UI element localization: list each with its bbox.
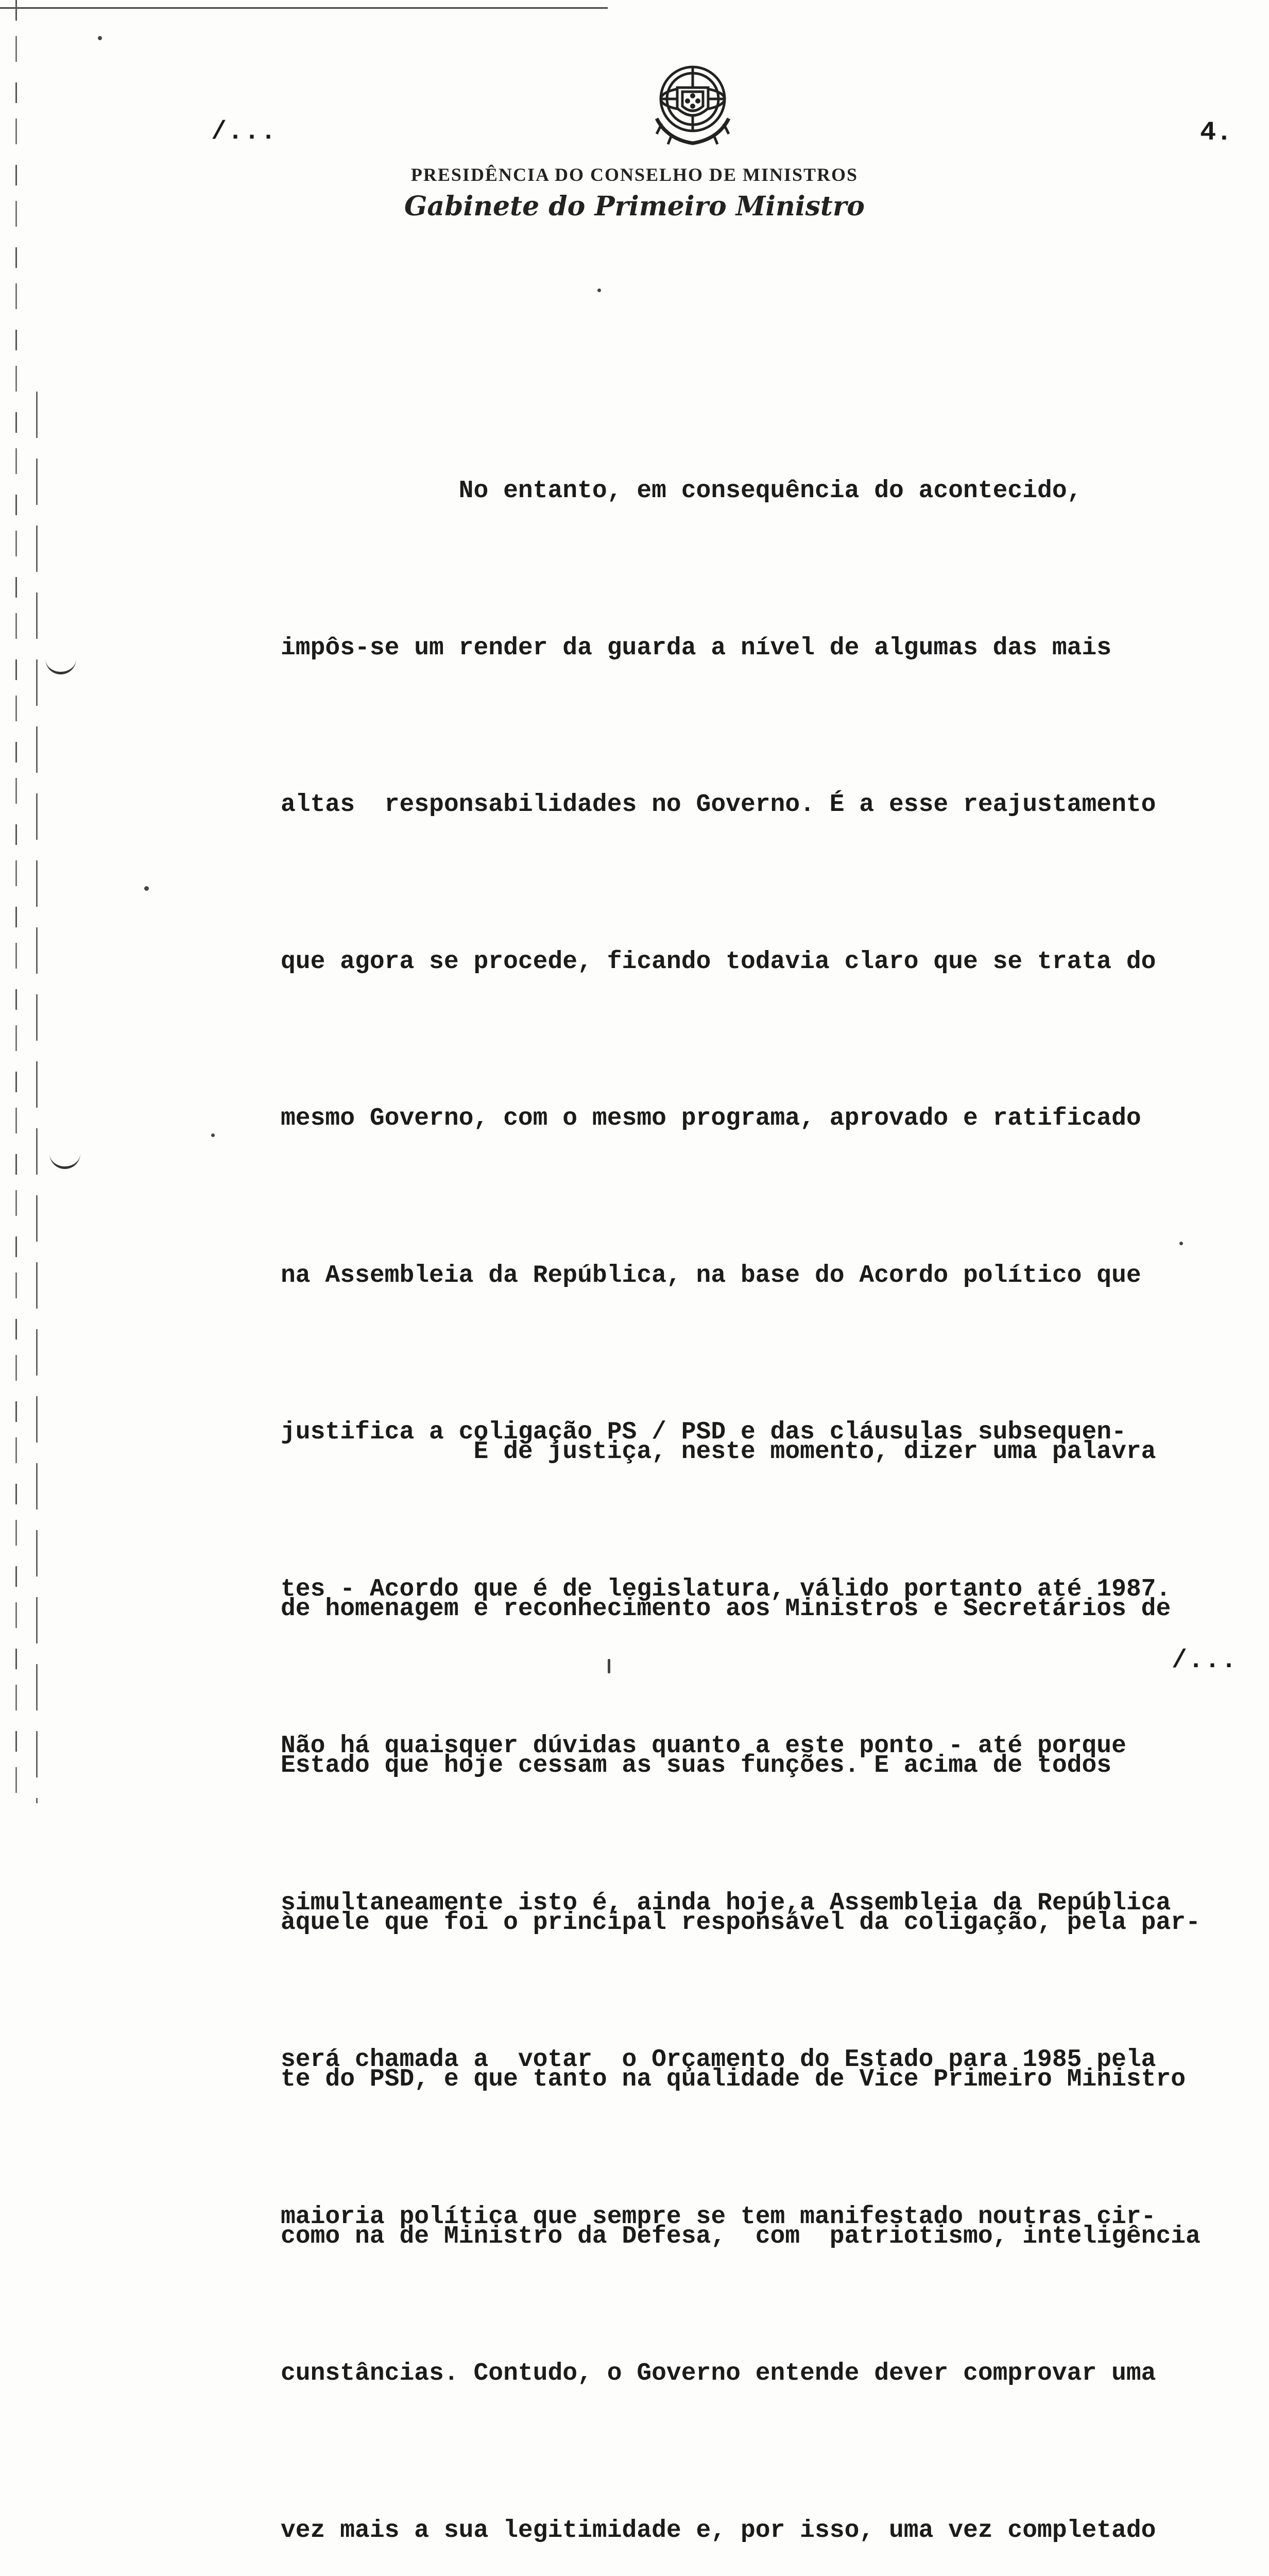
text-line: É de justiça, neste momento, dizer uma palavra (281, 1438, 1156, 1466)
punch-hole-mark (45, 654, 76, 674)
scan-speck (144, 886, 149, 891)
text-line: simultaneamente isto é, ainda hoje,a Assembleia da República (281, 1889, 1171, 1917)
text-line: na Assembleia da República, na base do Acordo político que (281, 1261, 1141, 1290)
scan-left-edge (15, 0, 17, 1805)
text-line: Estado que hoje cessam as suas funções. E acima de todos (281, 1752, 1112, 1780)
text-line: tes - Acordo que é de legislatura, válido portanto até 1987. (281, 1575, 1171, 1603)
text-line: Não há quaisquer dúvidas quanto a este ponto - até porque (281, 1732, 1126, 1760)
punch-hole-mark (49, 1149, 80, 1169)
continuation-marker-top: /... (211, 117, 278, 147)
scan-left-edge-inner (36, 392, 38, 1803)
coat-of-arms-emblem (641, 57, 744, 155)
text-line: maioria política que sempre se tem manifestado noutras cir- (281, 2202, 1156, 2231)
scan-speck (1179, 1242, 1183, 1245)
text-line: No entanto, em consequência do acontecido, (281, 477, 1082, 505)
text-line: justifica a coligação PS / PSD e das cláusulas subsequen- (281, 1418, 1126, 1446)
institution-heading: PRESIDÊNCIA DO CONSELHO DE MINISTROS (410, 164, 859, 185)
text-line: vez mais a sua legitimidade e, por isso, uma vez completado (281, 2516, 1156, 2545)
text-line: mesmo Governo, com o mesmo programa, aprovado e ratificado (281, 1105, 1141, 1132)
text-line: te do PSD, e que tanto na qualidade de Vice Primeiro Ministro (281, 2065, 1186, 2093)
page-number: 4. (1200, 117, 1232, 148)
scan-top-rule (0, 7, 608, 9)
text-line: será chamada a votar o Orçamento do Estado para 1985 pela (281, 2046, 1156, 2074)
text-line: de homenagem e reconhecimento aos Ministros e Secretários de (281, 1595, 1171, 1623)
text-line: que agora se procede, ficando todavia claro que se trata do (281, 947, 1156, 976)
text-line: altas responsabilidades no Governo. É a esse reajustamento (281, 791, 1156, 819)
text-line: como na de Ministro da Defesa, com patriotismo, inteligência (281, 2222, 1201, 2250)
paragraph-2 (281, 1321, 1259, 2367)
text-line: impôs-se um render da guarda a nível de algumas das mais (281, 634, 1112, 662)
office-subheading: Gabinete do Primeiro Ministro (404, 191, 865, 222)
scan-speck (608, 1659, 610, 1673)
scan-speck (211, 1133, 215, 1137)
text-line: cunstâncias. Contudo, o Governo entende dever comprovar uma (281, 2360, 1156, 2387)
scan-speck (98, 36, 102, 40)
continuation-marker-bottom: /... (1172, 1646, 1238, 1675)
text-line: àquele que foi o principal responsável da coligação, pela par- (281, 1908, 1201, 1937)
scan-speck (597, 289, 601, 292)
